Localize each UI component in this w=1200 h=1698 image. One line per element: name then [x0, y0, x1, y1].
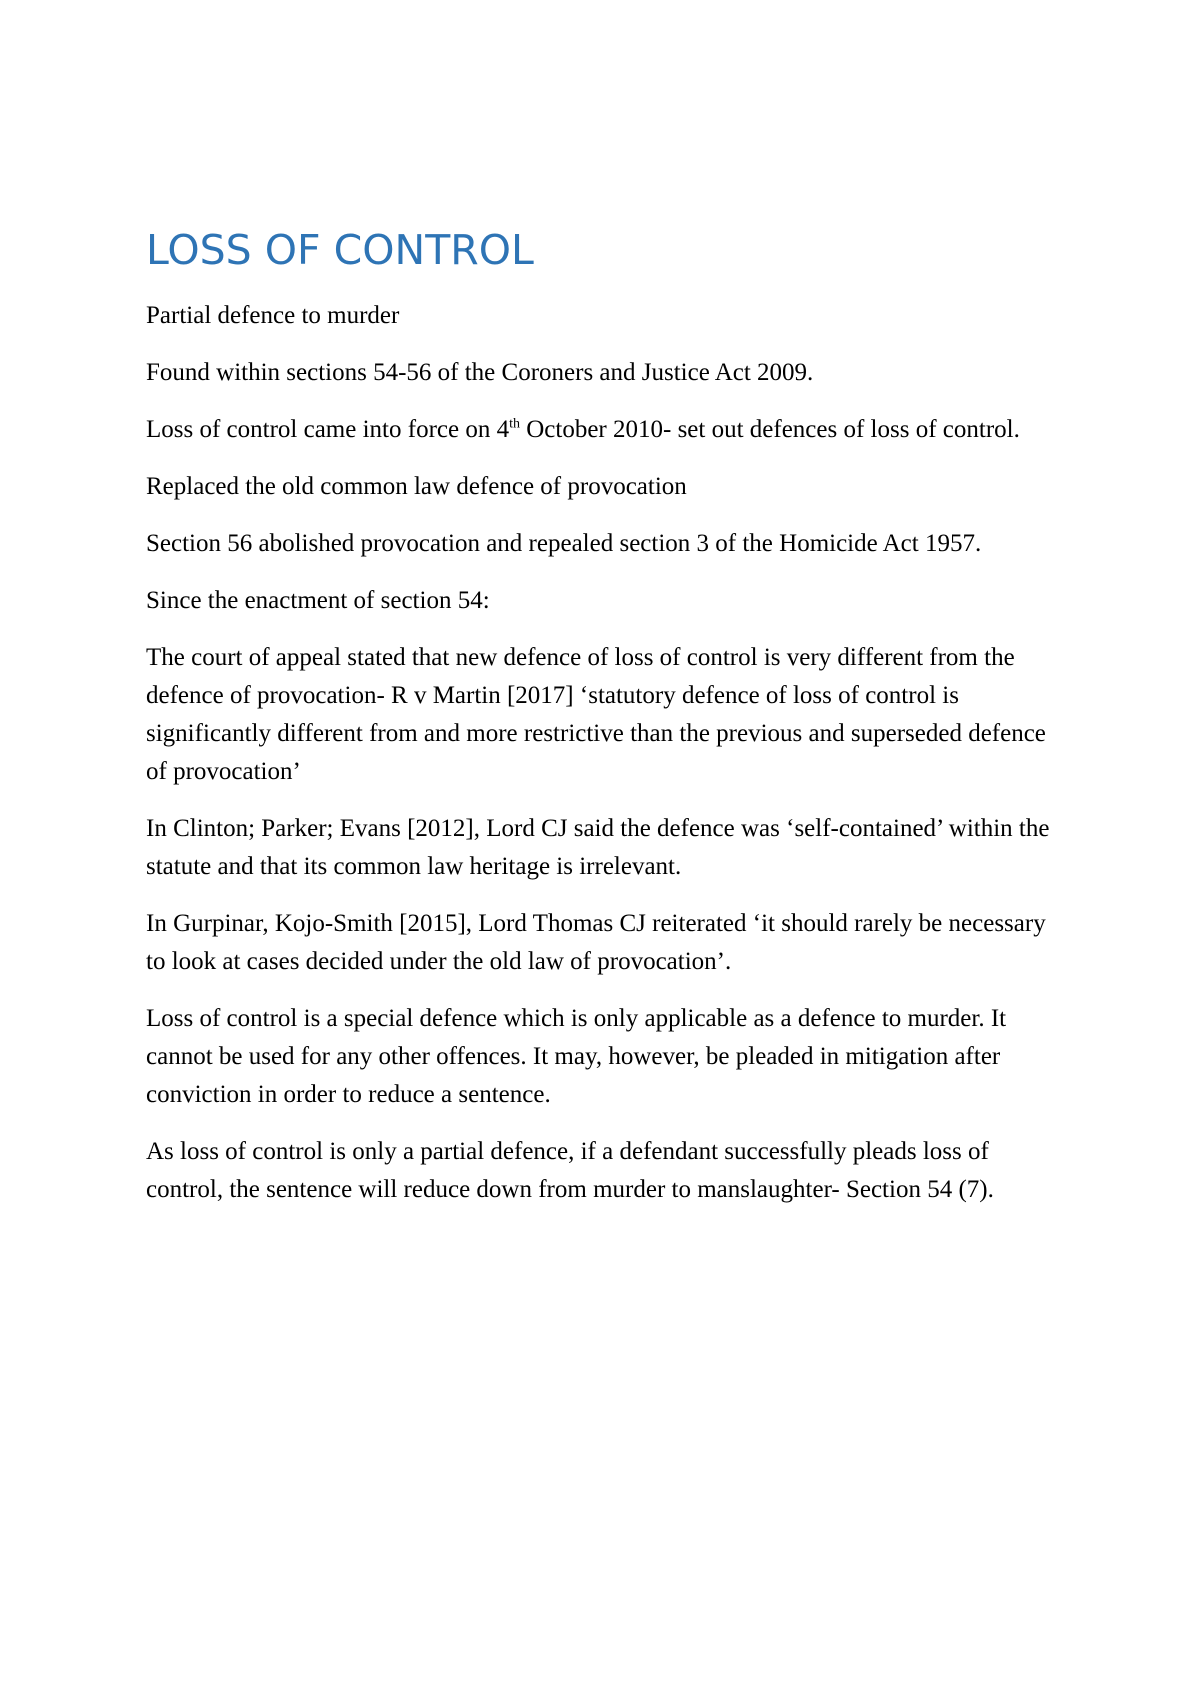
- paragraph-came-into-force-before: Loss of control came into force on 4: [146, 416, 510, 444]
- ordinal-suffix: th: [509, 416, 520, 432]
- paragraph-sections-54-56: Found within sections 54-56 of the Coroners and Justice Act 2009.: [146, 359, 814, 387]
- paragraph-since-enactment: Since the enactment of section 54:: [146, 587, 490, 615]
- paragraph-special-defence: Loss of control is a special defence which is only applicable as a defence to murder. It cannot be used for any other offences. It may, however, be pleaded in mitigation after conviction in order to reduce a sentence.: [146, 1005, 1007, 1109]
- paragraph-gurpinar-kojo-smith: In Gurpinar, Kojo-Smith [2015], Lord Thomas CJ reiterated ‘it should rarely be necessary to look at cases decided under the old law of provocation’.: [146, 910, 1046, 976]
- paragraph-came-into-force-after: October 2010- set out defences of loss of control.: [519, 416, 1020, 444]
- paragraph-came-into-force: [146, 411, 1066, 449]
- paragraph-partial-defence-sentence: As loss of control is only a partial defence, if a defendant successfully pleads loss of control, the sentence will reduce down from murder to manslaughter- Section 54 (7).: [146, 1138, 994, 1204]
- paragraph-court-of-appeal: The court of appeal stated that new defence of loss of control is very different from the defence of provocation- R v Martin [2017] ‘statutory defence of loss of control is significantly different from and more restrictive than the previous and superseded defence of provocation’: [146, 644, 1046, 786]
- paragraph-partial-defence: Partial defence to murder: [146, 302, 400, 330]
- document-body: [146, 226, 1066, 1228]
- paragraph-section-56: Section 56 abolished provocation and repealed section 3 of the Homicide Act 1957.: [146, 530, 982, 558]
- paragraph-clinton-parker-evans: In Clinton; Parker; Evans [2012], Lord CJ said the defence was ‘self-contained’ within the statute and that its common law heritage is irrelevant.: [146, 815, 1050, 881]
- paragraph-replaced-provocation: Replaced the old common law defence of provocation: [146, 473, 687, 501]
- page-title: LOSS OF CONTROL: [146, 226, 534, 274]
